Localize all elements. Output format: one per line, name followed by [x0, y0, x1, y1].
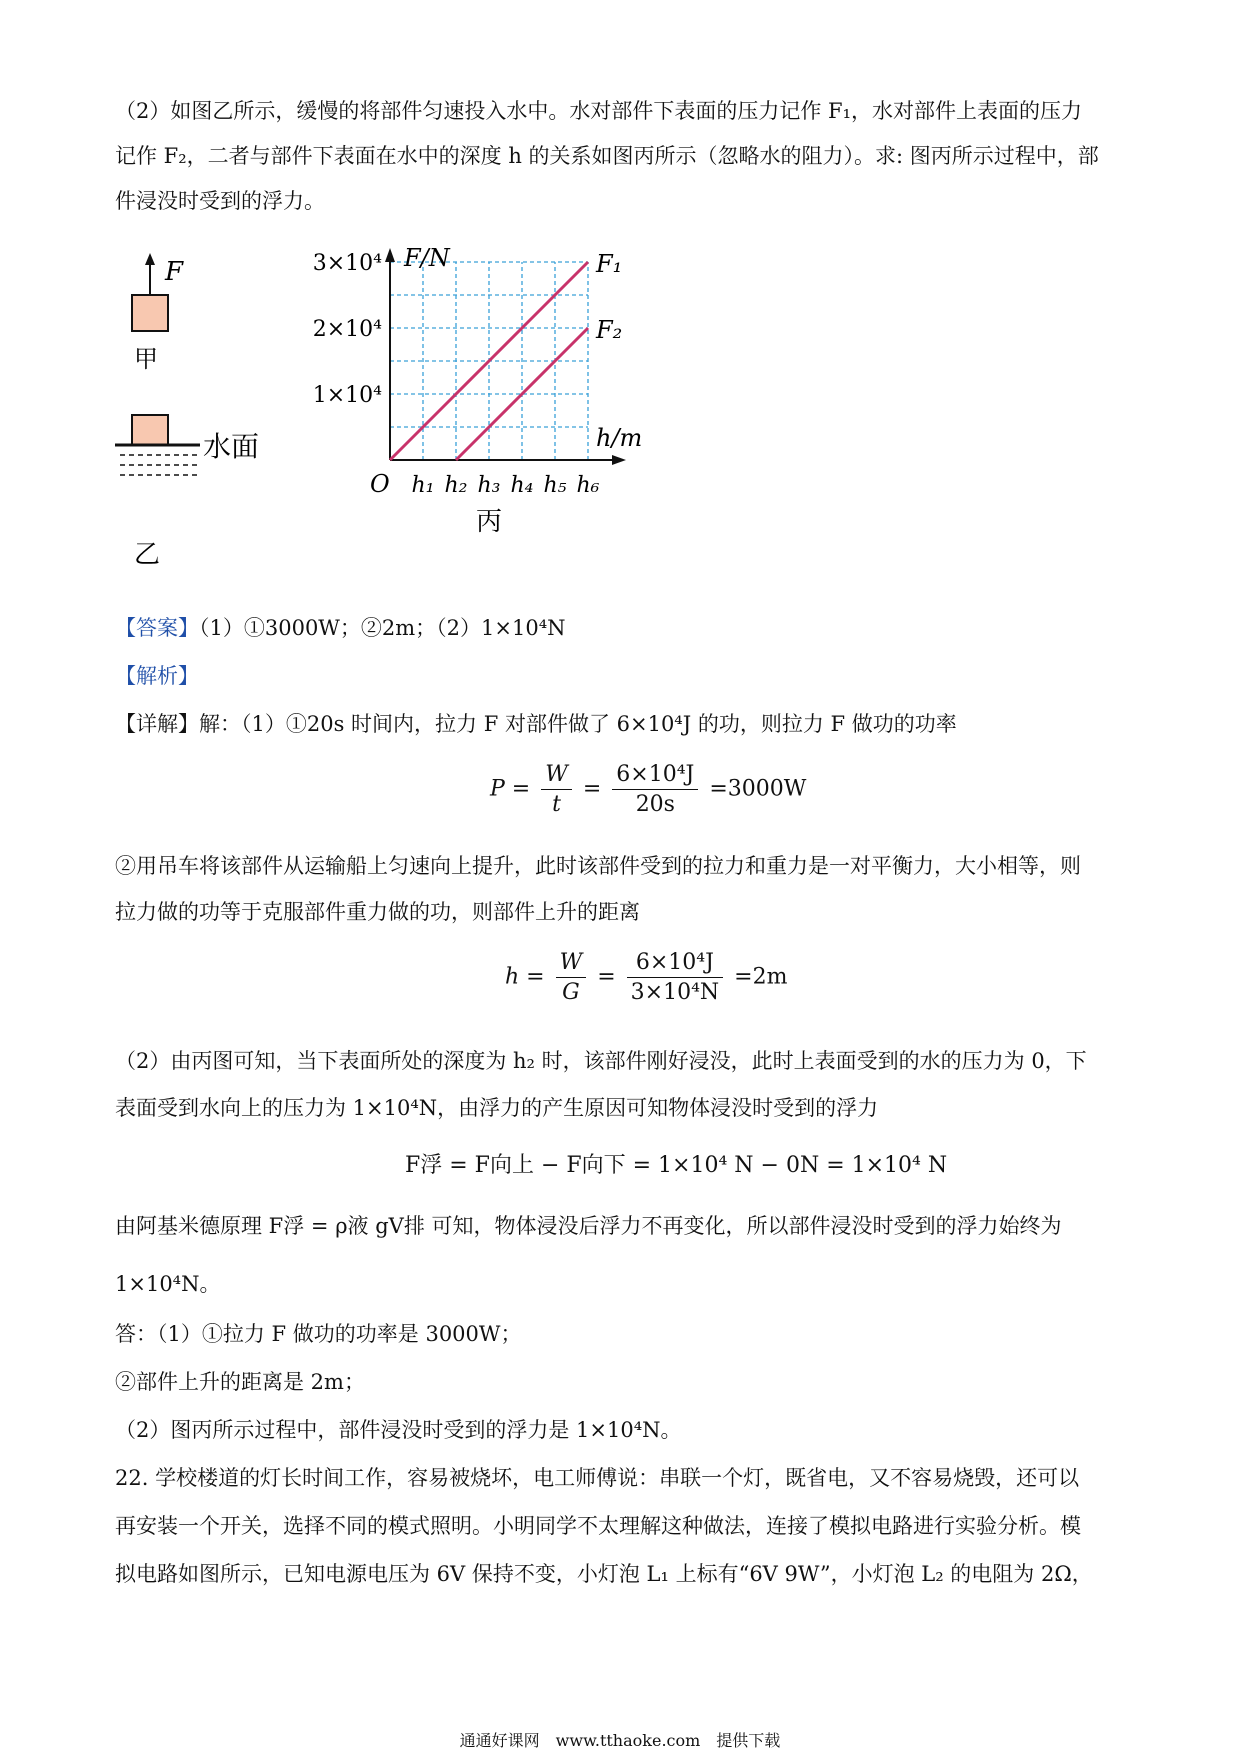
q22-line-1: 22. 学校楼道的灯长时间工作，容易被烧坏，电工师傅说：串联一个灯，既省电，又不容易烧毁，还可以: [115, 1466, 1080, 1490]
x-tick-label: h₅: [543, 473, 567, 498]
eq2-f1-num: W: [556, 950, 587, 978]
detail-line-9: ②部件上升的距离是 2m；: [115, 1370, 365, 1394]
water-label: 水面: [203, 430, 260, 463]
detail-text-1: 解：（1）①20s 时间内，拉力 F 对部件做了 6×10⁴J 的功，则拉力 F 做功的功率: [199, 712, 957, 736]
series-label-1: F₁: [596, 250, 623, 278]
arrow-up-icon: [145, 253, 155, 265]
detail-line-6: 由阿基米德原理 F浮 = ρ液 gV排 可知，物体浸没后浮力不再变化，所以部件浸没时受到的浮力始终为: [115, 1214, 1062, 1238]
q22-line-3: 拟电路如图所示，已知电源电压为 6V 保持不变，小灯泡 L₁ 上标有“6V 9W”，小灯泡 L₂ 的电阻为 2Ω，: [115, 1562, 1093, 1586]
eq1-rhs: =3000W: [709, 776, 807, 802]
x-tick-label: h₆: [576, 473, 600, 498]
bing-caption: 丙: [475, 507, 503, 537]
intro-line-1: （2）如图乙所示，缓慢的将部件匀速投入水中。水对部件下表面的压力记作 F₁，水对部件上表面的压力: [115, 99, 1083, 123]
equation-buoyancy: F浮 = F向上 − F向下 = 1×10⁴ N − 0N = 1×10⁴ N: [405, 1153, 948, 1178]
y-tick-label: 1×10⁴: [312, 383, 382, 408]
y-tick-label: 3×10⁴: [312, 251, 382, 276]
detail-line-2: ②用吊车将该部件从运输船上匀速向上提升，此时该部件受到的拉力和重力是一对平衡力，大小相等，则: [115, 854, 1081, 878]
equation-power: [490, 762, 806, 817]
detail-line-7: 1×10⁴N。: [115, 1272, 221, 1296]
answer-text: （1）①3000W；②2m；（2）1×10⁴N: [199, 616, 566, 640]
detail-line-4: （2）由丙图可知，当下表面所处的深度为 h₂ 时，该部件刚好浸没，此时上表面受到的水的压力为 0，下: [115, 1049, 1087, 1073]
eq2-f2-den: 3×10⁴N: [630, 980, 720, 1005]
eq2-f2-num: 6×10⁴J: [627, 950, 724, 978]
eq1-f1-num: W: [541, 762, 572, 790]
x-tick-label: h₁: [411, 473, 435, 498]
intro-line-3: 件浸没时受到的浮力。: [115, 189, 325, 213]
eq1-f2-num: 6×10⁴J: [612, 762, 698, 790]
eq2-rhs: =2m: [734, 964, 788, 990]
detail-line-1: [115, 708, 957, 738]
origin-label: O: [370, 470, 390, 498]
eq1-lhs: P =: [490, 776, 531, 802]
block-yi: [132, 415, 168, 445]
x-tick-label: h₂: [444, 473, 468, 498]
figure-bing-chart: [312, 244, 760, 588]
q22-line-2: 再安装一个开关，选择不同的模式照明。小明同学不太理解这种做法，连接了模拟电路进行实验分析。模: [115, 1514, 1081, 1538]
answer-tag: 【答案】: [115, 616, 199, 640]
intro-line-2: 记作 F₂，二者与部件下表面在水中的深度 h 的关系如图丙所示（忽略水的阻力）。求: 图丙所示过程中，部: [115, 144, 1099, 168]
analysis-tag: 【解析】: [115, 664, 199, 688]
footer: 通通好课网 www.tthaoke.com 提供下载: [459, 1731, 781, 1750]
y-tick-label: 2×10⁴: [312, 317, 382, 342]
detail-line-5: 表面受到水向上的压力为 1×10⁴N，由浮力的产生原因可知物体浸没时受到的浮力: [115, 1096, 879, 1120]
eq2-f1-den: G: [562, 980, 580, 1005]
x-axis-label: h/m: [596, 424, 643, 452]
eq1-eq: =: [582, 776, 602, 802]
equation-height: [505, 950, 787, 1005]
answer-line: [115, 612, 566, 642]
x-tick-label: h₄: [510, 473, 534, 498]
block-jia: [132, 295, 168, 331]
eq2-eq: =: [597, 964, 616, 990]
figure-yi: [115, 415, 259, 570]
detail-line-8: 答：（1）①拉力 F 做功的功率是 3000W；: [115, 1322, 522, 1346]
x-axis-arrow-icon: [612, 455, 626, 465]
y-axis-label: F/N: [404, 244, 450, 272]
jia-force-label: F: [165, 257, 184, 287]
figure-jia-yi: [110, 245, 280, 585]
detail-line-10: （2）图丙所示过程中，部件浸没时受到的浮力是 1×10⁴N。: [115, 1418, 682, 1442]
x-tick-label: h₃: [477, 473, 501, 498]
detail-tag: 【详解】: [115, 712, 199, 736]
figure-jia: [132, 253, 184, 373]
eq2-lhs: h =: [505, 964, 545, 990]
jia-caption: 甲: [134, 345, 158, 373]
detail-line-3: 拉力做的功等于克服部件重力做的功，则部件上升的距离: [115, 900, 640, 924]
eq1-f2-den: 20s: [635, 792, 675, 817]
yi-caption: 乙: [134, 540, 161, 570]
eq1-f1-den: t: [552, 792, 561, 817]
y-axis-arrow-icon: [385, 248, 395, 262]
series-label-2: F₂: [596, 316, 623, 344]
